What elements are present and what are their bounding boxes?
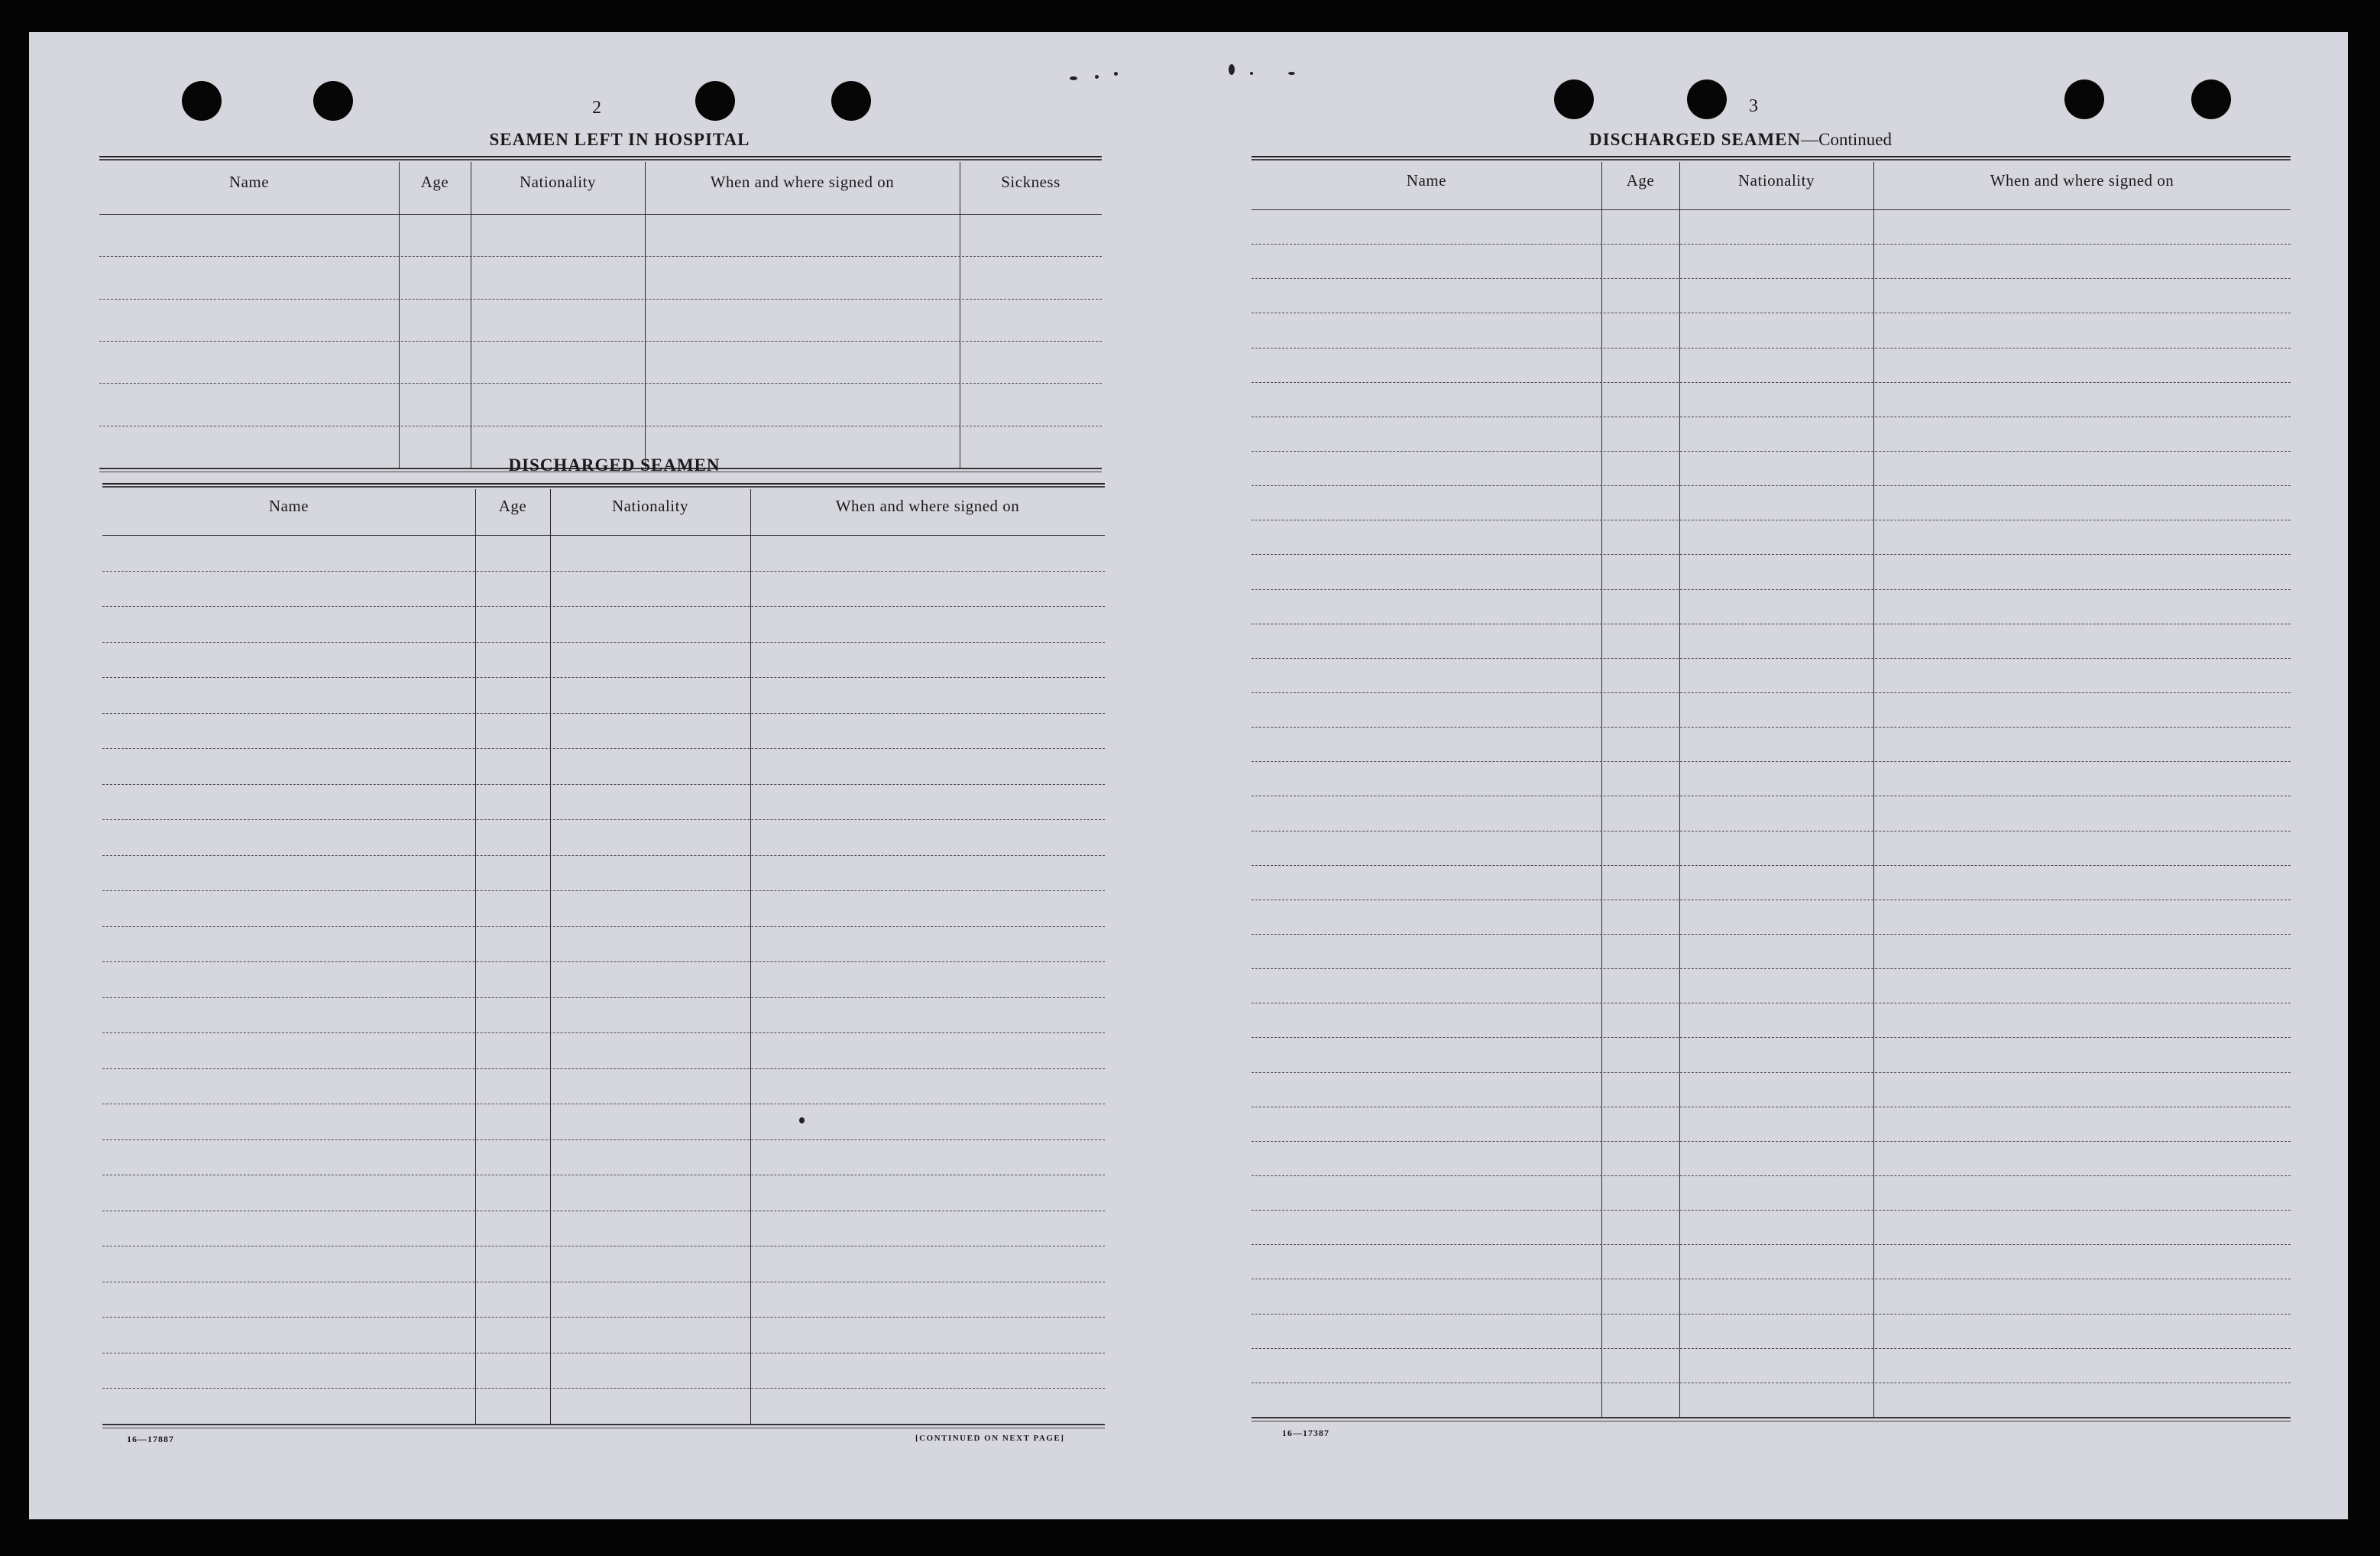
table-row xyxy=(102,713,1105,714)
table-header-rule xyxy=(102,535,1105,536)
table-row xyxy=(102,855,1105,856)
table-row xyxy=(102,926,1105,927)
ink-speck xyxy=(1114,72,1118,76)
table-row xyxy=(1252,1244,2291,1245)
table-row xyxy=(1252,1037,2291,1038)
table-row xyxy=(1252,589,2291,590)
punch-hole xyxy=(2191,79,2231,119)
table-row xyxy=(1252,1175,2291,1176)
table-row xyxy=(1252,1348,2291,1349)
column-header-nationality: Nationality xyxy=(612,497,688,515)
table-top-rule xyxy=(102,483,1105,488)
column-divider xyxy=(399,162,400,468)
table-row xyxy=(1252,934,2291,935)
table-row xyxy=(102,677,1105,678)
column-header-when-and-where-signed-on: When and where signed on xyxy=(835,497,1020,515)
table-row xyxy=(102,606,1105,607)
table-row xyxy=(1252,1210,2291,1211)
table-row xyxy=(1252,1141,2291,1142)
table-bottom-rule xyxy=(1252,1417,2291,1421)
table-row xyxy=(102,748,1105,749)
table-row xyxy=(99,256,1102,257)
form-number-right: 16—17387 xyxy=(1282,1428,1329,1438)
table-row xyxy=(1252,658,2291,659)
table-row xyxy=(1252,1072,2291,1073)
table-row xyxy=(1252,244,2291,245)
form-number-left: 16—17887 xyxy=(127,1434,174,1444)
column-divider xyxy=(645,162,646,468)
column-header-when-and-where-signed-on: When and where signed on xyxy=(710,173,895,191)
punch-hole xyxy=(1554,79,1594,119)
column-divider xyxy=(1601,162,1602,1417)
table-header-rule xyxy=(99,214,1102,215)
table-row xyxy=(102,890,1105,891)
table-row xyxy=(99,341,1102,342)
page-number-left: 2 xyxy=(592,98,601,118)
discharged-continued-section-title xyxy=(1589,130,1892,150)
hospital-table xyxy=(99,156,1102,472)
table-row xyxy=(102,1317,1105,1318)
column-header-name: Name xyxy=(1406,171,1447,190)
table-row xyxy=(1252,692,2291,693)
discharged-section-title: DISCHARGED SEAMEN xyxy=(508,455,720,475)
column-divider xyxy=(1873,162,1874,1417)
punch-hole xyxy=(1687,79,1727,119)
table-row xyxy=(102,997,1105,998)
table-row xyxy=(102,1068,1105,1069)
hospital-section-title: SEAMEN LEFT IN HOSPITAL xyxy=(489,130,750,149)
table-bottom-rule xyxy=(102,1424,1105,1428)
column-divider xyxy=(1679,162,1680,1417)
column-header-name: Name xyxy=(268,497,309,515)
table-row xyxy=(1252,278,2291,279)
table-row xyxy=(102,1032,1105,1033)
ink-speck xyxy=(1070,76,1077,80)
continued-on-next-page-note: [CONTINUED ON NEXT PAGE] xyxy=(915,1434,1065,1443)
punch-hole xyxy=(695,81,735,121)
table-row xyxy=(1252,451,2291,452)
table-row xyxy=(102,571,1105,572)
discharged-continued-table xyxy=(1252,156,2291,1421)
column-divider xyxy=(475,489,476,1424)
ink-speck xyxy=(1229,64,1235,75)
punch-hole xyxy=(2064,79,2104,119)
page-number-right: 3 xyxy=(1749,96,1758,116)
table-header-rule xyxy=(1252,209,2291,210)
table-row xyxy=(1252,727,2291,728)
punch-hole xyxy=(182,81,222,121)
ink-speck xyxy=(1250,72,1253,75)
punch-hole xyxy=(313,81,353,121)
punch-hole xyxy=(831,81,871,121)
table-row xyxy=(99,383,1102,384)
column-header-age: Age xyxy=(420,173,449,191)
ledger-sheet xyxy=(29,32,2348,1519)
discharged-continued-title-text: DISCHARGED SEAMEN xyxy=(1589,130,1802,149)
table-top-rule xyxy=(99,156,1102,160)
column-divider xyxy=(750,489,751,1424)
table-row xyxy=(102,819,1105,820)
table-row xyxy=(1252,968,2291,969)
column-header-sickness: Sickness xyxy=(1001,173,1060,191)
table-row xyxy=(1252,382,2291,383)
table-row xyxy=(102,1388,1105,1389)
column-header-nationality: Nationality xyxy=(520,173,596,191)
table-row xyxy=(1252,865,2291,866)
table-row xyxy=(102,642,1105,643)
table-row xyxy=(99,299,1102,300)
column-header-when-and-where-signed-on: When and where signed on xyxy=(1990,171,2174,190)
table-row xyxy=(1252,761,2291,762)
table-row xyxy=(1252,485,2291,486)
column-divider xyxy=(550,489,551,1424)
table-top-rule xyxy=(1252,156,2291,160)
table-row xyxy=(1252,554,2291,555)
ink-speck xyxy=(1288,72,1295,75)
table-row xyxy=(102,961,1105,962)
table-row xyxy=(102,1139,1105,1140)
column-header-name: Name xyxy=(228,173,270,191)
column-header-nationality: Nationality xyxy=(1738,171,1815,190)
continued-suffix: —Continued xyxy=(1801,130,1892,149)
column-header-age: Age xyxy=(1626,171,1655,190)
ink-speck xyxy=(1095,75,1099,79)
column-header-age: Age xyxy=(498,497,527,515)
discharged-table xyxy=(102,483,1105,1428)
table-row xyxy=(102,784,1105,785)
